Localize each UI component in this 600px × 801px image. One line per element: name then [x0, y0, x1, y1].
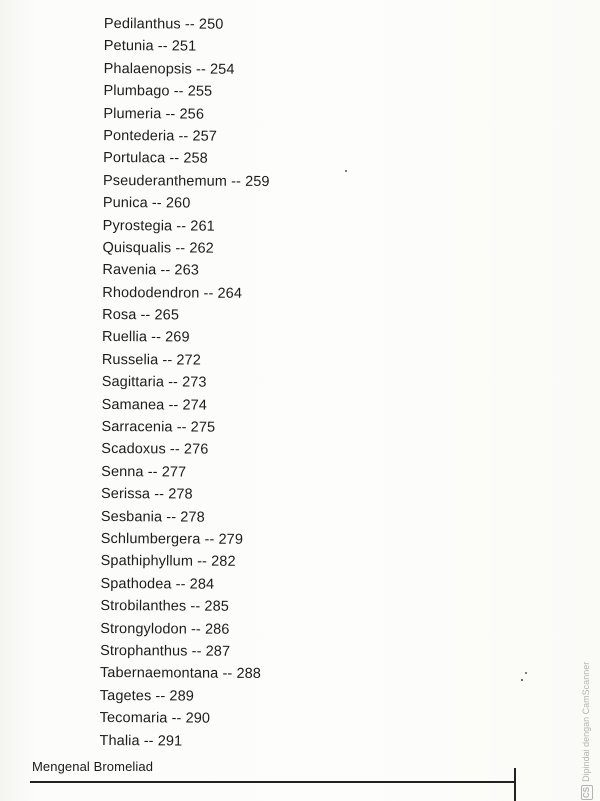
index-entry: Punica -- 260: [102, 195, 191, 212]
index-entry: Serissa -- 278: [101, 486, 193, 503]
footer-rule: [30, 781, 516, 783]
camscanner-watermark: [577, 661, 595, 800]
camscanner-text: Dipindai dengan CamScanner: [581, 661, 591, 782]
index-entry: Thalia -- 291: [99, 732, 183, 749]
index-entry: Plumeria -- 256: [103, 105, 205, 123]
index-entry: Rosa -- 265: [102, 307, 180, 324]
index-entry: Phalaenopsis -- 254: [103, 60, 235, 78]
index-entry: Sagittaria -- 273: [101, 374, 207, 391]
index-entry: Scadoxus -- 276: [101, 441, 209, 459]
index-entry: Samanea -- 274: [101, 396, 208, 414]
index-entry: Tecomaria -- 290: [99, 710, 211, 727]
index-entry: Tagetes -- 289: [99, 687, 194, 705]
index-entry: Pontederia -- 257: [103, 127, 218, 145]
index-entry: Strobilanthes -- 285: [100, 598, 229, 615]
scan-speck: [345, 170, 347, 172]
index-entry: Senna -- 277: [101, 463, 187, 481]
scan-speck: [525, 672, 527, 674]
index-entry: Spathiphyllum -- 282: [100, 553, 236, 571]
index-entry: Russelia -- 272: [101, 351, 201, 369]
index-entry: Spathodea -- 284: [100, 575, 215, 593]
index-entry: Schlumbergera -- 279: [100, 530, 244, 548]
index-entry: Petunia -- 251: [103, 38, 197, 55]
index-entry: Strophanthus -- 287: [100, 642, 231, 660]
index-entry: Quisqualis -- 262: [102, 239, 214, 257]
plant-index-list: [99, 13, 404, 754]
index-entry: Strongylodon -- 286: [100, 620, 230, 638]
index-entry: Sarracenia -- 275: [101, 419, 216, 436]
index-entry: Rhododendron -- 264: [102, 284, 243, 302]
camscanner-logo-icon: CS: [582, 786, 591, 798]
footer-book-title: Mengenal Bromeliad: [32, 759, 154, 774]
index-entry: Pyrostegia -- 261: [102, 217, 215, 235]
index-entry: Tabernaemontana -- 288: [99, 665, 262, 683]
scan-speck: [521, 679, 523, 681]
index-entry: Pseuderanthemum -- 259: [102, 172, 270, 190]
index-entry: Portulaca -- 258: [103, 150, 208, 167]
index-entry: Sesbania -- 278: [100, 508, 205, 526]
index-entry: Pedilanthus -- 250: [103, 15, 224, 33]
index-entry: Plumbago -- 255: [103, 83, 213, 100]
footer-tick: [514, 768, 516, 801]
index-entry: Ruellia -- 269: [101, 329, 190, 346]
index-entry: Ravenia -- 263: [102, 262, 199, 279]
